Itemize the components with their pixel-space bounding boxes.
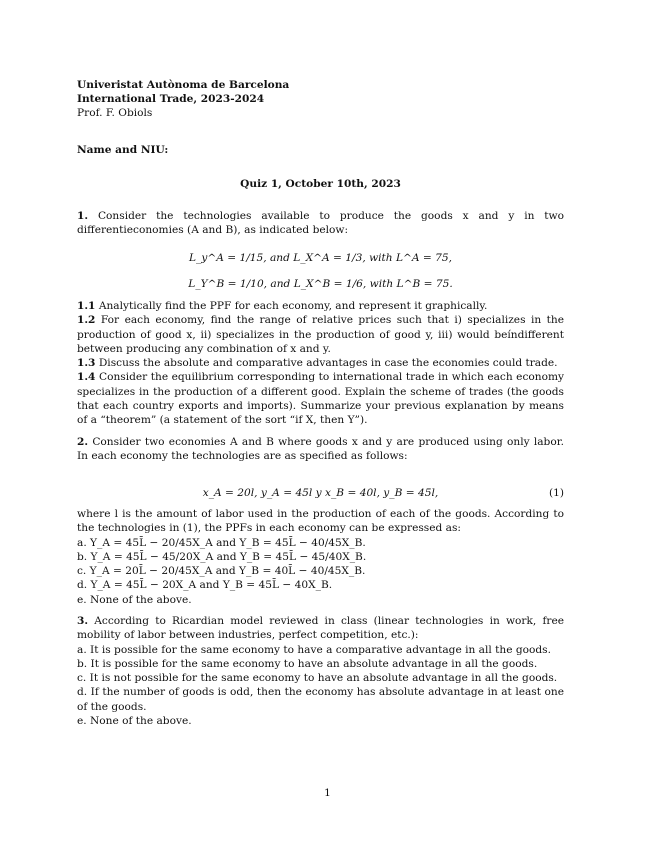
part-1-2: 1.2 For each economy, find the range of relative prices such that i) specializes in the production of good x, ii) specializes in the production of good y, iii) would beíndifferent between producing any combination of x and y. <box>77 314 564 355</box>
option-3a: a. It is possible for the same economy to have a comparative advantage in all the goods. <box>77 643 551 656</box>
question-3 <box>77 614 564 728</box>
question-1-parts <box>77 299 564 428</box>
equation-text: x_A = 20l, y_A = 45l y x_B = 40l, y_B = 45l, <box>202 487 439 499</box>
option-2e: e. None of the above. <box>77 593 192 606</box>
option-3d: d. If the number of goods is odd, then the economy has absolute advantage in at least one of the goods. <box>77 686 564 713</box>
option-2d: d. Y_A = 45L̄ − 20X_A and Y_B = 45L̄ − 40X_B. <box>77 579 333 592</box>
question-1-equation-2: L_Y^B = 1/10, and L_X^B = 1/6, with L^B = 75. <box>188 278 453 290</box>
question-1 <box>77 209 564 238</box>
option-3b: b. It is possible for the same economy to have an absolute advantage in all the goods. <box>77 657 538 670</box>
question-2-equation <box>77 486 564 500</box>
option-2c: c. Y_A = 20L̄ − 20/45X_A and Y_B = 40L̄ − 40/45X_B. <box>77 565 366 578</box>
page-number: 1 <box>324 787 331 799</box>
professor-name: Prof. F. Obiols <box>77 107 153 119</box>
question-2-text: 2. Consider two economies A and B where goods x and y are produced using only labor. In each economy the technologies are as specified as follows: <box>77 436 564 463</box>
quiz-title: Quiz 1, October 10th, 2023 <box>240 178 401 190</box>
question-1-text: 1. Consider the technologies available to produce the goods x and y in two differentieconomies (A and B), as indicated below: <box>77 210 564 237</box>
question-2-body <box>77 507 564 607</box>
question-2 <box>77 435 564 464</box>
part-1-4: 1.4 Consider the equilibrium corresponding to international trade in which each economy specializes in the production of a different good. Explain the scheme of trades (the goods that each country exports and imports). Summarize your previous explanation by means of a “theorem” (a statement of the sort “if X, then Y”). <box>77 371 564 427</box>
header-block <box>77 78 564 120</box>
option-3c: c. It is not possible for the same economy to have an absolute advantage in all the goods. <box>77 672 558 685</box>
question-1-equation-1: L_y^A = 1/15, and L_X^A = 1/3, with L^A = 75, <box>189 252 452 264</box>
part-1-3: 1.3 Discuss the absolute and comparative advantages in case the economies could trade. <box>77 357 558 370</box>
name-niu-label: Name and NIU: <box>77 144 169 156</box>
option-2a: a. Y_A = 45L̄ − 20/45X_A and Y_B = 45L̄ − 40/45X_B. <box>77 536 366 549</box>
university-name: Univeristat Autònoma de Barcelona <box>77 79 290 91</box>
option-3e: e. None of the above. <box>77 715 192 728</box>
option-2b: b. Y_A = 45L̄ − 45/20X_A and Y_B = 45L̄ − 45/40X_B. <box>77 550 367 563</box>
equation-number: (1) <box>548 487 564 499</box>
part-1-1: 1.1 Analytically find the PPF for each economy, and represent it graphically. <box>77 300 488 312</box>
question-2-text-2: where l is the amount of labor used in the production of each of the goods. According to the technologies in (1), the PPFs in each economy can be expressed as: <box>77 508 564 535</box>
question-3-text: 3. According to Ricardian model reviewed in class (linear technologies in work, free mobility of labor between industries, perfect competition, etc.): <box>77 615 564 642</box>
course-title: International Trade, 2023-2024 <box>77 93 265 105</box>
